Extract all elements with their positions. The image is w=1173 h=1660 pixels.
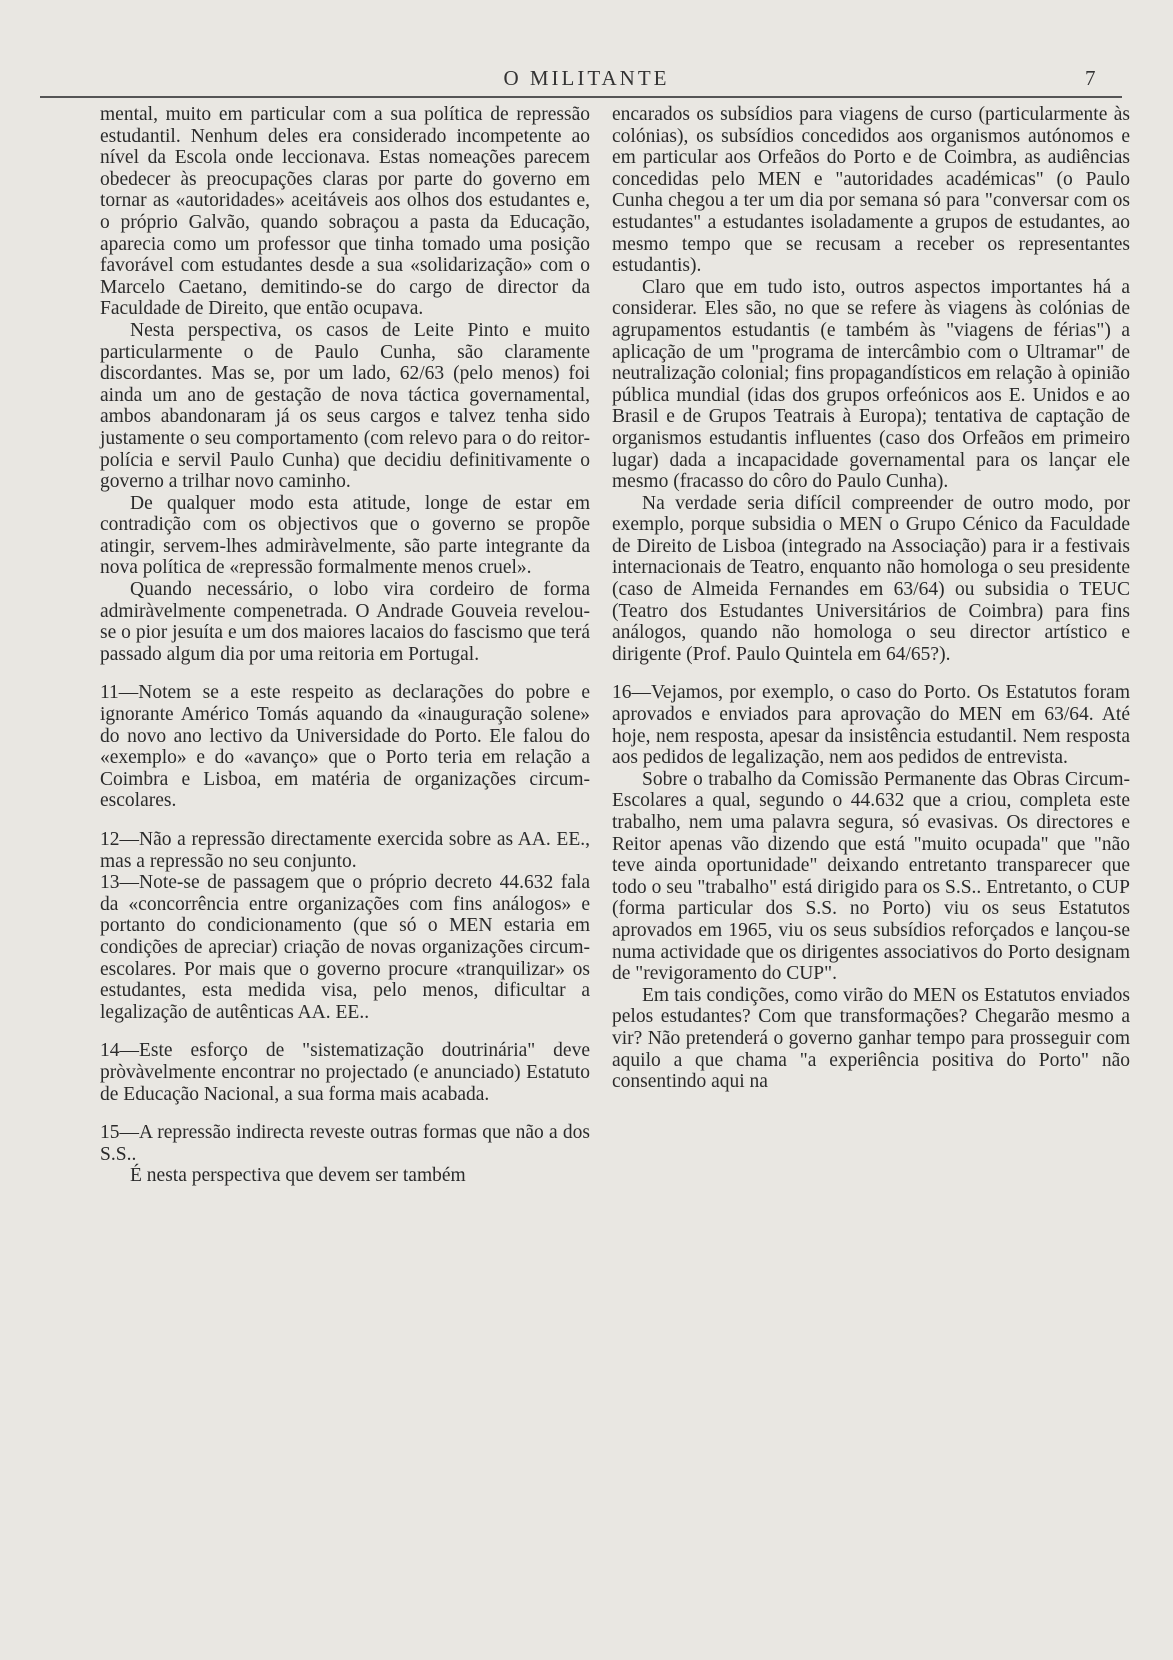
footnote-14: 14—Este esforço de "sistematização doutrinária" deve pròvàvelmente encontrar no projectado (e anunciado) Estatuto de Educação Nacional, a sua forma mais acabada. bbox=[100, 1040, 590, 1105]
footnote-11: 11—Notem se a este respeito as declarações do pobre e ignorante Américo Tomás aquando da «inauguração solene» do novo ano lectivo da Universidade do Porto. Ele falou do «exemplo» e do «avanço» que o Porto teria em relação a Coimbra e Lisboa, em matéria de organizações circum-escolares. bbox=[100, 682, 590, 812]
footnote-15: 15—A repressão indirecta reveste outras formas que não a dos S.S.. bbox=[100, 1122, 590, 1165]
paragraph: Quando necessário, o lobo vira cordeiro de forma admiràvelmente compenetrada. O Andrade Gouveia revelou-se o pior jesuíta e um dos maiores lacaios do fascismo que terá passado algum dia por uma reitoria em Portugal. bbox=[100, 579, 590, 665]
left-column bbox=[100, 104, 590, 1187]
paragraph: É nesta perspectiva que devem ser também bbox=[130, 1165, 466, 1187]
footnote-13: 13—Note-se de passagem que o próprio decreto 44.632 fala da «concorrência entre organizações com fins análogos» e portanto do condicionamento (que só o MEN estaria em condições de apreciar) criação de novas organizações circum-escolares. Por mais que o governo procure «tranquilizar» os estudantes, esta medida visa, pelo menos, dificultar a legalização de autênticas AA. EE.. bbox=[100, 872, 590, 1023]
paragraph: Nesta perspectiva, os casos de Leite Pinto e muito particularmente o de Paulo Cunha, são claramente discordantes. Mas se, por um lado, 62/63 (pelo menos) foi ainda um ano de gestação de nova táctica governamental, ambos abandonaram já os seus cargos e talvez tenha sido justamente o seu comportamento (com relevo para o do reitor-polícia e servil Paulo Cunha) que decidiu definitivamente o governo a trilhar novo caminho. bbox=[100, 319, 590, 493]
paragraph: De qualquer modo esta atitude, longe de estar em contradição com os objectivos que o governo se propõe atingir, servem-lhes admiràvelmente, são parte integrante da nova política de «repressão formalmente menos cruel». bbox=[100, 492, 590, 579]
footnote-12: 12—Não a repressão directamente exercida sobre as AA. EE., mas a repressão no seu conjunto. bbox=[100, 829, 590, 872]
paragraph: mental, muito em particular com a sua política de repressão estudantil. Nenhum deles era considerado incompetente ao nível da Escola onde leccionava. Estas nomeações parecem obedecer às preocupações claras por parte do governo em tornar as «autoridades» aceitáveis aos olhos dos estudantes e, o próprio Galvão, quando sobraçou a pasta da Educação, aparecia como um professor que tinha tomado uma posição favorável com estudantes desde a sua «solidarização» com o Marcelo Caetano, demitindo-se do cargo de director da Faculdade de Direito, que então ocupava. bbox=[100, 104, 590, 320]
header-rule bbox=[40, 96, 1122, 98]
paragraph: Claro que em tudo isto, outros aspectos importantes há a considerar. Eles são, no que se refere às viagens às colónias de agrupamentos estudantis (e também às "viagens de férias") a aplicação de um "programa de intercâmbio com o Ultramar" de neutralização colonial; fins propagandísticos em relação à opinião pública mundial (idas dos grupos orfeónicos aos E. Unidos e ao Brasil e de Grupos Teatrais à Europa); tentativa de captação de organismos estudantis influentes (caso dos Orfeãos em primeiro lugar) dada a incapacidade governamental para os lançar ele mesmo (fracasso do côro do Paulo Cunha). bbox=[612, 276, 1130, 493]
page-number: 7 bbox=[1085, 66, 1096, 90]
right-column bbox=[612, 104, 1130, 1093]
footnote-16: 16—Vejamos, por exemplo, o caso do Porto. Os Estatutos foram aprovados e enviados para aprovação do MEN em 63/64. Até hoje, nem resposta, apesar da insistência estudantil. Nem resposta aos pedidos de legalização, nem aos pedidos de entrevista. bbox=[612, 682, 1130, 769]
paragraph: Sobre o trabalho da Comissão Permanente das Obras Circum-Escolares a qual, segundo o 44.632 que a criou, completa este trabalho, nem uma palavra segura, só evasivas. Os directores e Reitor apenas vão dizendo que está "muito ocupada" que "não teve ainda oportunidade" deixando entretanto transparecer que todo o seu "trabalho" está dirigido para os S.S.. Entretanto, o CUP (forma particular dos S.S. no Porto) viu os seus Estatutos aprovados em 1965, viu os seus subsídios reforçados e lançou-se numa actividade que os dirigentes associativos do Porto designam de "revigoramento do CUP". bbox=[612, 768, 1130, 985]
paragraph: Na verdade seria difícil compreender de outro modo, por exemplo, porque subsidia o MEN o Grupo Cénico da Faculdade de Direito de Lisboa (integrado na Associação) para ir a festivais internacionais de Teatro, enquanto não homologa o seu presidente (caso de Almeida Fernandes em 63/64) ou subsidia o TEUC (Teatro dos Estudantes Universitários de Coimbra) para fins análogos, quando não homologa o seu director artístico e dirigente (Prof. Paulo Quintela em 64/65?). bbox=[612, 492, 1130, 665]
paragraph: Em tais condições, como virão do MEN os Estatutos enviados pelos estudantes? Com que transformações? Chegarão mesmo a vir? Não pretenderá o governo ganhar tempo para prosseguir com aquilo a que chama "a experiência positiva do Porto" não consentindo aqui na bbox=[612, 984, 1130, 1093]
publication-title: O MILITANTE bbox=[503, 66, 670, 90]
paragraph: encarados os subsídios para viagens de curso (particularmente às colónias), os subsídios concedidos aos organismos autónomos e em particular aos Orfeãos do Porto e de Coimbra, as audiências concedidas pelo MEN e "autoridades académicas" (o Paulo Cunha chegou a ter um dia por semana só para "conversar com os estudantes" a estudantes isoladamente a grupos de estudantes, ao mesmo tempo que se recusam a receber os representantes estudantis). bbox=[612, 104, 1130, 277]
